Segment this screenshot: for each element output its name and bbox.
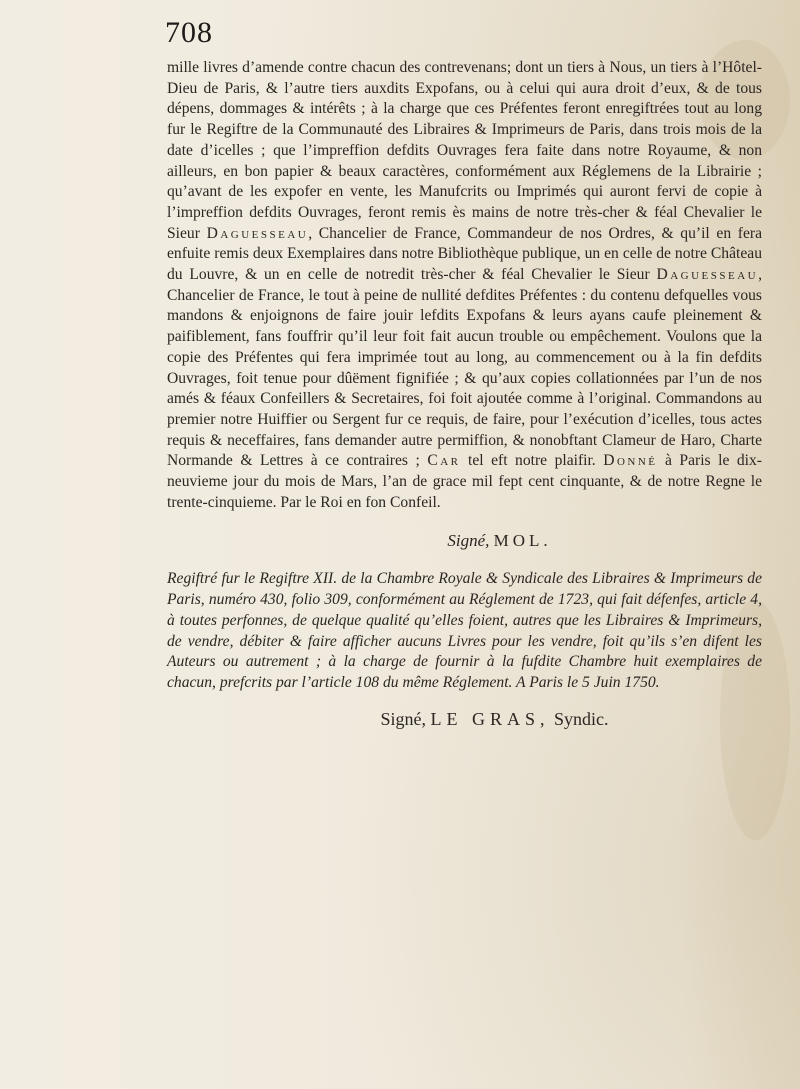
paragraph-text: tel eft notre plaifir. (460, 452, 604, 470)
word-car: Car (427, 452, 461, 470)
syndic-signature (167, 709, 762, 730)
name-daguesseau: Daguesseau (206, 224, 309, 242)
word-donne: Donné (603, 452, 658, 470)
paragraph-text: , Chancelier de France, le tout à peine de nullité defdites Préfentes : du contenu defquelles vous mandons & enjoignons de faire jouir lefdits Expofans & leurs ayans caufe pleinement & paifiblement, fans fouffrir qu’il leur foit fait aucun trouble ou empêchement. Voulons que la copie des Préfentes qui fera imprimée tout au long, au commencement ou à la fin defdits Ouvrages, foit tenue pour dûëment fignifiée ; & qu’aux copies collationnées par l’un de nos amés & féaux Confeillers & Secretaires, foi foit ajoutée comme à l’original. Commandons au premier notre Huiffier ou Sergent fur ce requis, de faire, pour l’exécution d’icelles, tous actes requis & neceffaires, fans demander autre permiffion, & nonobftant Clameur de Haro, Charte Normande & Lettres à ce contraires ; (167, 266, 762, 470)
text-block (167, 58, 762, 730)
name-daguesseau: Daguesseau (656, 266, 759, 284)
page-number: 708 (165, 16, 213, 49)
paragraph-text: , Chancelier de France, Commandeur de nos Ordres, & qu’il en fera enfuite remis deux Exemplaires dans notre Bibliothèque publique, un en celle de notre Château du Louvre, & un en celle de notredit très-cher & féal Chevalier le Sieur (167, 224, 762, 284)
signature-name: MOL. (493, 531, 552, 551)
syndic-title: Syndic. (554, 709, 609, 730)
paragraph-text: mille livres d’amende contre chacun des contrevenans; dont un tiers à Nous, un tiers à l’Hôtel-Dieu de Paris, & l’autre tiers auxdits Expofans, ou à celui qui aura droit d’eux, & de tous dépens, dommages & intérêts ; à la charge que ces Préfentes feront enregiftrées tout au long fur le Regiftre de la Communauté des Libraires & Imprimeurs de Paris, dans trois mois de la date d’icelles ; que l’impreffion defdits Ouvrages fera faite dans notre Royaume, & non ailleurs, en bon papier & beaux caractères, conformément aux Réglemens de la Librairie ; qu’avant de les expofer en vente, les Manufcrits ou Imprimés qui auront fervi de copie à l’impreffion defdits Ouvrages, feront remis ès mains de notre très-cher & féal Chevalier le Sieur (167, 59, 762, 242)
syndic-name: LE GRAS, (430, 709, 550, 730)
privilege-paragraph (167, 58, 762, 513)
signature-line (167, 531, 762, 551)
signature-prefix: Signé, (447, 531, 490, 551)
register-paragraph: Regiftré fur le Regiftre XII. de la Chambre Royale & Syndicale des Libraires & Imprimeurs de Paris, numéro 430, folio 309, conformément au Réglement de 1723, qui fait défenfes, article 4, à toutes perfonnes, de quelque qualité qu’elles foient, autres que les Libraires & Imprimeurs, de vendre, débiter & faire afficher aucuns Livres pour les vendre, foit qu’ils s’en difent les Auteurs ou autrement ; à la charge de fournir à la fufdite Chambre huit exemplaires de chacun, prefcrits par l’article 108 du même Réglement. A Paris le 5 Juin 1750. (167, 570, 762, 691)
paragraph-text: à Paris le dix-neuvieme jour du mois de Mars, l’an de grace mil fept cent cinquante, & de notre Regne le trente-cinquieme. Par le Roi en fon Confeil. (167, 452, 762, 511)
syndic-prefix: Signé, (380, 709, 426, 730)
